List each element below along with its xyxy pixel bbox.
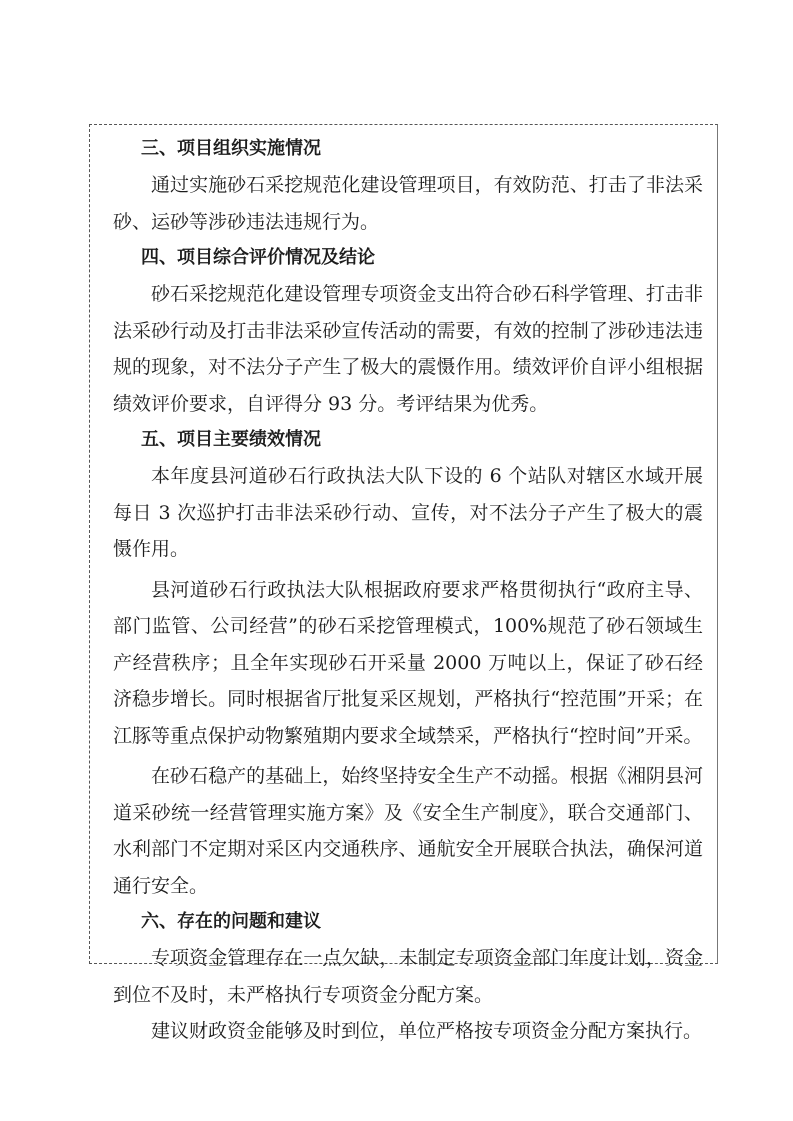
- section-heading: 三、项目组织实施情况: [141, 138, 321, 159]
- section-5: [113, 422, 703, 904]
- paragraph: 建议财政资金能够及时到位，单位严格按专项资金分配方案执行。: [151, 1020, 703, 1042]
- section-heading: 五、项目主要绩效情况: [141, 429, 321, 450]
- paragraph: 在砂石稳产的基础上，始终坚持安全生产不动摇。根据《湘阴县河道采砂统一经营管理实施方案》及《安全生产制度》，联合交通部门、水利部门不定期对采区内交通秩序、通航安全开展联合执法，确保河道通行安全。: [113, 765, 703, 897]
- section-6: [113, 904, 703, 1050]
- paragraph: 砂石采挖规范化建设管理专项资金支出符合砂石科学管理、打击非法采砂行动及打击非法采砂宣传活动的需要，有效的控制了涉砂违法违规的现象，对不法分子产生了极大的震慑作用。绩效评价自评小组根据绩效评价要求，自评得分 93 分。考评结果为优秀。: [113, 283, 703, 415]
- paragraph: 通过实施砂石采挖规范化建设管理项目，有效防范、打击了非法采砂、运砂等涉砂违法违规行为。: [113, 174, 703, 233]
- paragraph: 专项资金管理存在一点欠缺，未制定专项资金部门年度计划，资金到位不及时，未严格执行专项资金分配方案。: [113, 947, 703, 1006]
- paragraph: 县河道砂石行政执法大队根据政府要求严格贯彻执行“政府主导、部门监管、公司经营”的砂石采挖管理模式，100%规范了砂石领域生产经营秩序；且全年实现砂石开采量 2000 万吨以上，保证了砂石经济稳步增长。同时根据省厅批复采区规划，严格执行“控范围”开采；在江豚等重点保护动物繁殖期内要求全域禁采，严格执行“控时间”开采。: [113, 578, 703, 747]
- paragraph: 本年度县河道砂石行政执法大队下设的 6 个站队对辖区水域开展每日 3 次巡护打击非法采砂行动、宣传，对不法分子产生了极大的震慑作用。: [113, 465, 703, 560]
- section-4: [113, 240, 703, 422]
- document-body: [113, 131, 703, 1050]
- section-heading: 六、存在的问题和建议: [141, 911, 321, 932]
- section-3: [113, 131, 703, 240]
- section-heading: 四、项目综合评价情况及结论: [141, 247, 375, 268]
